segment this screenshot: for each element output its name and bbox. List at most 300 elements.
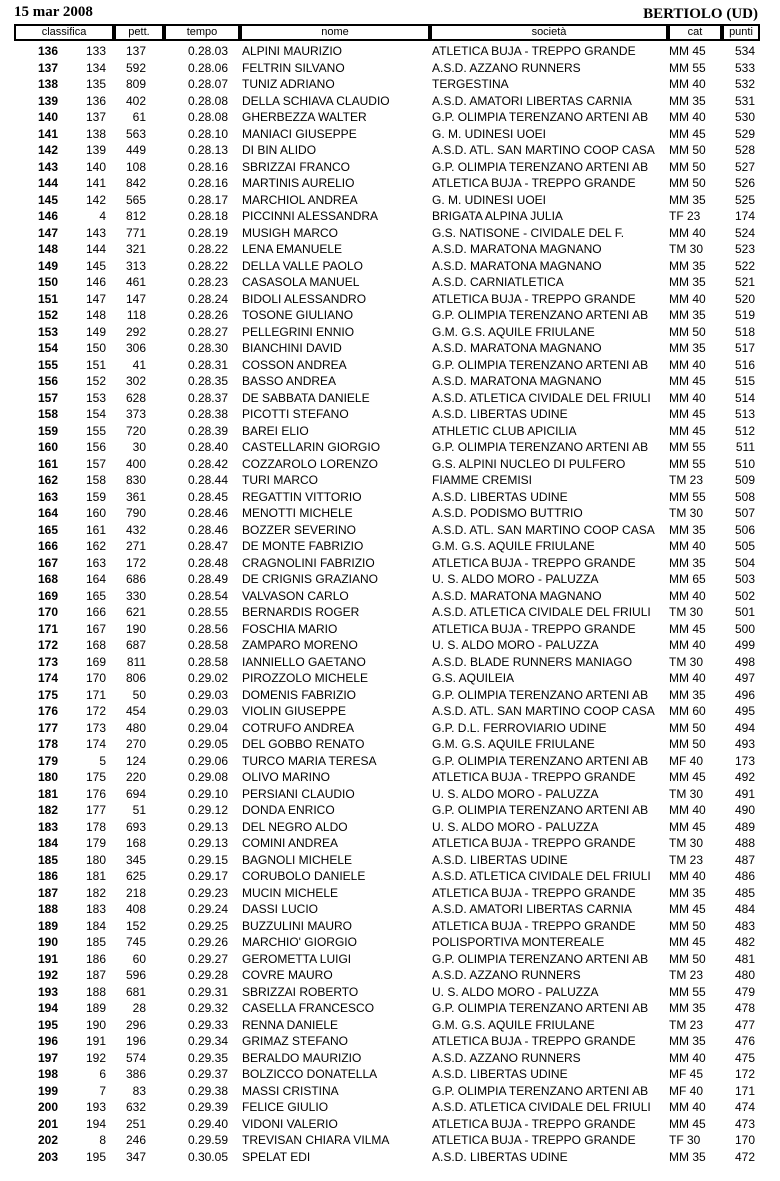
cell-category-position: 186	[85, 951, 106, 966]
cell-cat: MM 50	[669, 737, 706, 751]
cell-punti: 495	[734, 704, 755, 718]
cell-societa: G.P. OLIMPIA TERENZANO ARTENI AB	[432, 1001, 649, 1015]
cell-classifica: 173	[37, 654, 58, 669]
cell-tempo: 0.28.16	[187, 176, 228, 190]
cell-nome: BIDOLI ALESSANDRO	[242, 291, 367, 306]
cell-societa: G.P. OLIMPIA TERENZANO ARTENI AB	[432, 951, 649, 966]
cell-cat: MM 35	[669, 308, 706, 322]
cell-tempo: 0.28.17	[187, 192, 228, 207]
cell-classifica: 149	[37, 258, 58, 273]
cell-classifica: 140	[37, 110, 58, 124]
cell-cat: TM 23	[669, 852, 704, 867]
cell-pettorale: 270	[125, 737, 146, 751]
cell-cat: MM 45	[669, 935, 706, 949]
cell-nome: ZAMPARO MORENO	[242, 638, 358, 652]
cell-punti: 487	[734, 852, 755, 867]
cell-category-position: 145	[85, 258, 106, 273]
cell-pettorale: 147	[125, 291, 146, 306]
cell-nome: BAGNOLI MICHELE	[242, 852, 353, 867]
cell-nome: LENA EMANUELE	[242, 242, 343, 256]
cell-pettorale: 246	[125, 1133, 146, 1147]
table-row	[0, 1116, 780, 1133]
cell-classifica: 138	[37, 77, 58, 91]
table-header	[14, 24, 760, 41]
cell-category-position: 135	[85, 77, 106, 91]
cell-tempo: 0.29.15	[187, 852, 228, 867]
cell-nome: DASSI LUCIO	[242, 902, 319, 916]
cell-category-position: 158	[85, 473, 106, 487]
cell-societa: ATLETICA BUJA - TREPPO GRANDE	[432, 836, 636, 850]
cell-classifica: 190	[37, 935, 58, 949]
table-row	[0, 373, 780, 390]
cell-tempo: 0.28.46	[187, 506, 228, 520]
col-header-societa: società	[432, 26, 666, 39]
cell-pettorale: 480	[125, 720, 146, 735]
table-row	[0, 274, 780, 291]
cell-punti: 486	[734, 869, 755, 883]
table-row	[0, 555, 780, 572]
cell-nome: CASASOLA MANUEL	[242, 275, 360, 289]
cell-classifica: 147	[37, 225, 58, 240]
cell-societa: ATLETICA BUJA - TREPPO GRANDE	[432, 44, 636, 58]
table-row	[0, 192, 780, 209]
cell-classifica: 200	[37, 1100, 58, 1114]
cell-punti: 511	[735, 440, 755, 454]
cell-tempo: 0.29.40	[187, 1116, 228, 1131]
cell-cat: MM 35	[669, 1034, 706, 1048]
cell-punti: 523	[734, 242, 755, 256]
cell-punti: 474	[734, 1100, 755, 1114]
cell-cat: MM 40	[669, 869, 706, 883]
cell-punti: 521	[734, 275, 755, 289]
table-row	[0, 703, 780, 720]
cell-pettorale: 565	[125, 192, 146, 207]
cell-cat: TM 30	[669, 654, 704, 669]
table-row	[0, 472, 780, 489]
cell-pettorale: 596	[125, 968, 146, 982]
cell-societa: A.S.D. AZZANO RUNNERS	[432, 60, 581, 75]
cell-punti: 493	[734, 737, 755, 751]
cell-tempo: 0.29.26	[187, 935, 228, 949]
table-row	[0, 786, 780, 803]
cell-nome: MUSIGH MARCO	[242, 225, 338, 240]
cell-tempo: 0.29.32	[187, 1001, 228, 1015]
cell-category-position: 180	[85, 852, 106, 867]
table-row	[0, 901, 780, 918]
cell-category-position: 167	[85, 621, 106, 636]
cell-tempo: 0.29.05	[187, 737, 228, 751]
cell-pettorale: 574	[125, 1050, 146, 1065]
cell-classifica: 195	[37, 1017, 58, 1032]
table-row	[0, 621, 780, 638]
table-row	[0, 390, 780, 407]
cell-cat: MM 50	[669, 918, 706, 933]
cell-societa: G.P. OLIMPIA TERENZANO ARTENI AB	[432, 440, 649, 454]
cell-punti: 501	[734, 605, 755, 619]
table-row	[0, 885, 780, 902]
cell-tempo: 0.29.35	[187, 1050, 228, 1065]
cell-tempo: 0.29.04	[187, 720, 228, 735]
cell-punti: 485	[734, 885, 755, 900]
cell-tempo: 0.28.31	[187, 357, 228, 372]
cell-punti: 498	[734, 654, 755, 669]
cell-nome: SBRIZZAI FRANCO	[242, 159, 351, 174]
cell-cat: MF 45	[669, 1067, 704, 1081]
cell-cat: MM 45	[669, 770, 706, 784]
cell-cat: MM 35	[669, 192, 706, 207]
cell-nome: MANIACI GIUSEPPE	[242, 126, 357, 141]
cell-societa: ATLETICA BUJA - TREPPO GRANDE	[432, 1034, 636, 1048]
cell-punti: 516	[734, 357, 755, 372]
cell-classifica: 183	[37, 819, 58, 834]
race-location: BERTIOLO (UD)	[643, 6, 758, 22]
cell-nome: MUCIN MICHELE	[242, 885, 339, 900]
cell-category-position: 159	[85, 489, 106, 504]
cell-punti: 508	[734, 489, 755, 504]
cell-societa: A.S.D. ATL. SAN MARTINO COOP CASA	[432, 143, 655, 157]
cell-classifica: 189	[37, 918, 58, 933]
cell-pettorale: 218	[125, 885, 146, 900]
cell-societa: U. S. ALDO MORO - PALUZZA	[432, 572, 599, 586]
cell-cat: MM 35	[669, 93, 706, 108]
cell-tempo: 0.28.38	[187, 407, 228, 421]
cell-tempo: 0.28.30	[187, 341, 228, 355]
cell-classifica: 160	[37, 440, 58, 454]
cell-pettorale: 137	[125, 44, 146, 58]
cell-pettorale: 196	[125, 1034, 146, 1048]
cell-classifica: 171	[37, 621, 58, 636]
cell-tempo: 0.29.12	[187, 803, 228, 817]
cell-cat: MM 55	[669, 456, 706, 471]
cell-nome: DE MONTE FABRIZIO	[242, 539, 364, 553]
cell-punti: 174	[734, 209, 755, 223]
table-row	[0, 522, 780, 539]
cell-category-position: 192	[85, 1050, 106, 1065]
cell-cat: TM 30	[669, 242, 704, 256]
cell-societa: G.S. ALPINI NUCLEO DI PULFERO	[432, 456, 626, 471]
cell-cat: TM 23	[669, 968, 704, 982]
cell-tempo: 0.28.10	[187, 126, 228, 141]
cell-punti: 522	[734, 258, 755, 273]
cell-pettorale: 681	[125, 984, 146, 999]
table-row	[0, 357, 780, 374]
cell-pettorale: 809	[125, 77, 146, 91]
cell-pettorale: 108	[125, 159, 146, 174]
cell-classifica: 197	[37, 1050, 58, 1065]
cell-category-position: 175	[85, 770, 106, 784]
cell-societa: ATHLETIC CLUB APICILIA	[432, 423, 577, 438]
cell-cat: MM 40	[669, 390, 706, 405]
table-row	[0, 736, 780, 753]
cell-category-position: 156	[85, 440, 106, 454]
cell-societa: A.S.D. ATLETICA CIVIDALE DEL FRIULI	[432, 869, 651, 883]
cell-pettorale: 271	[125, 539, 146, 553]
cell-classifica: 198	[37, 1067, 58, 1081]
cell-category-position: 146	[85, 275, 106, 289]
cell-societa: A.S.D. MARATONA MAGNANO	[432, 374, 602, 388]
cell-tempo: 0.28.49	[187, 572, 228, 586]
cell-punti: 492	[734, 770, 755, 784]
cell-nome: CRAGNOLINI FABRIZIO	[242, 555, 375, 570]
cell-classifica: 188	[37, 902, 58, 916]
table-row	[0, 934, 780, 951]
cell-cat: MM 45	[669, 44, 706, 58]
cell-cat: MM 40	[669, 1050, 706, 1065]
cell-classifica: 187	[37, 885, 58, 900]
cell-societa: A.S.D. CARNIATLETICA	[432, 275, 564, 289]
cell-pettorale: 402	[125, 93, 146, 108]
cell-nome: MARCHIOL ANDREA	[242, 192, 358, 207]
cell-tempo: 0.28.08	[187, 93, 228, 108]
cell-punti: 496	[734, 687, 755, 702]
cell-pettorale: 592	[125, 60, 146, 75]
cell-nome: DE CRIGNIS GRAZIANO	[242, 572, 379, 586]
table-row	[0, 489, 780, 506]
cell-category-position: 7	[99, 1083, 106, 1098]
cell-cat: MM 50	[669, 951, 706, 966]
cell-category-position: 140	[85, 159, 106, 174]
cell-classifica: 152	[37, 308, 58, 322]
cell-tempo: 0.29.23	[187, 885, 228, 900]
cell-classifica: 139	[37, 93, 58, 108]
cell-tempo: 0.29.31	[187, 984, 228, 999]
cell-pettorale: 118	[126, 308, 146, 322]
cell-cat: MM 45	[669, 902, 706, 916]
cell-category-position: 161	[85, 522, 106, 537]
cell-pettorale: 30	[132, 440, 146, 454]
cell-category-position: 137	[85, 110, 106, 124]
cell-nome: DOMENIS FABRIZIO	[242, 687, 357, 702]
cell-classifica: 175	[37, 687, 58, 702]
cell-cat: MM 35	[669, 687, 706, 702]
cell-pettorale: 220	[125, 770, 146, 784]
cell-punti: 503	[734, 572, 755, 586]
cell-category-position: 187	[85, 968, 106, 982]
table-row	[0, 1050, 780, 1067]
cell-punti: 489	[734, 819, 755, 834]
cell-cat: MM 35	[669, 885, 706, 900]
table-row	[0, 258, 780, 275]
cell-category-position: 148	[85, 308, 106, 322]
cell-cat: MM 55	[669, 60, 706, 75]
cell-societa: U. S. ALDO MORO - PALUZZA	[432, 984, 599, 999]
cell-cat: MM 55	[669, 489, 706, 504]
cell-tempo: 0.29.27	[187, 951, 228, 966]
cell-tempo: 0.28.47	[187, 539, 228, 553]
cell-punti: 476	[734, 1034, 755, 1048]
cell-societa: G.M. G.S. AQUILE FRIULANE	[432, 324, 595, 339]
cell-tempo: 0.29.17	[187, 869, 228, 883]
cell-nome: DEL NEGRO ALDO	[242, 819, 348, 834]
cell-pettorale: 50	[132, 687, 146, 702]
cell-societa: G. M. UDINESI UOEI	[432, 192, 547, 207]
cell-punti: 507	[734, 506, 755, 520]
cell-nome: DI BIN ALIDO	[242, 143, 317, 157]
cell-cat: MM 35	[669, 1001, 706, 1015]
cell-nome: ALPINI MAURIZIO	[242, 44, 343, 58]
cell-societa: G.P. OLIMPIA TERENZANO ARTENI AB	[432, 308, 649, 322]
cell-nome: COMINI ANDREA	[242, 836, 339, 850]
cell-nome: COVRE MAURO	[242, 968, 333, 982]
cell-classifica: 194	[37, 1001, 58, 1015]
cell-cat: MM 40	[669, 1100, 706, 1114]
cell-classifica: 179	[37, 753, 58, 768]
table-row	[0, 175, 780, 192]
cell-punti: 472	[734, 1149, 755, 1164]
cell-societa: A.S.D. LIBERTAS UDINE	[432, 407, 568, 421]
cell-societa: G.S. NATISONE - CIVIDALE DEL F.	[432, 225, 625, 240]
cell-societa: G.P. OLIMPIA TERENZANO ARTENI AB	[432, 753, 649, 768]
cell-tempo: 0.29.13	[187, 819, 228, 834]
cell-cat: MM 40	[669, 539, 706, 553]
cell-category-position: 168	[85, 638, 106, 652]
cell-nome: GRIMAZ STEFANO	[242, 1034, 349, 1048]
cell-cat: MM 35	[669, 341, 706, 355]
cell-punti: 480	[734, 968, 755, 982]
cell-pettorale: 190	[125, 621, 146, 636]
cell-tempo: 0.28.24	[187, 291, 228, 306]
cell-pettorale: 124	[125, 753, 146, 768]
cell-societa: A.S.D. MARATONA MAGNANO	[432, 242, 602, 256]
table-row	[0, 571, 780, 588]
cell-classifica: 199	[37, 1083, 58, 1098]
cell-classifica: 137	[37, 60, 58, 75]
cell-classifica: 154	[37, 341, 58, 355]
cell-category-position: 178	[85, 819, 106, 834]
cell-punti: 173	[734, 753, 755, 768]
cell-punti: 527	[734, 159, 755, 174]
cell-cat: MM 50	[669, 159, 706, 174]
cell-nome: VIOLIN GIUSEPPE	[242, 704, 347, 718]
cell-punti: 490	[734, 803, 755, 817]
cell-punti: 534	[734, 44, 755, 58]
cell-category-position: 169	[85, 654, 106, 669]
table-row	[0, 208, 780, 225]
cell-classifica: 142	[37, 143, 58, 157]
cell-cat: TF 23	[669, 209, 701, 223]
cell-cat: MM 40	[669, 671, 706, 685]
col-header-cat: cat	[670, 26, 720, 39]
col-header-pett: pett.	[116, 26, 162, 39]
cell-punti: 484	[734, 902, 755, 916]
cell-tempo: 0.28.54	[187, 588, 228, 603]
cell-societa: ATLETICA BUJA - TREPPO GRANDE	[432, 885, 636, 900]
cell-pettorale: 461	[125, 275, 146, 289]
cell-category-position: 194	[85, 1116, 106, 1131]
cell-classifica: 136	[37, 44, 58, 58]
cell-societa: ATLETICA BUJA - TREPPO GRANDE	[432, 176, 636, 190]
cell-cat: MM 45	[669, 374, 706, 388]
table-row	[0, 1033, 780, 1050]
cell-societa: ATLETICA BUJA - TREPPO GRANDE	[432, 918, 636, 933]
cell-punti: 524	[734, 225, 755, 240]
cell-category-position: 6	[99, 1067, 106, 1081]
cell-tempo: 0.29.03	[187, 704, 228, 718]
cell-cat: TM 30	[669, 605, 704, 619]
cell-category-position: 133	[85, 44, 106, 58]
cell-pettorale: 842	[125, 176, 146, 190]
cell-cat: MM 35	[669, 258, 706, 273]
cell-societa: FIAMME CREMISI	[432, 473, 533, 487]
cell-category-position: 188	[85, 984, 106, 999]
cell-nome: OLIVO MARINO	[242, 770, 331, 784]
cell-pettorale: 812	[125, 209, 146, 223]
cell-tempo: 0.28.06	[187, 60, 228, 75]
cell-punti: 515	[734, 374, 755, 388]
cell-classifica: 163	[37, 489, 58, 504]
cell-tempo: 0.29.08	[187, 770, 228, 784]
cell-cat: MM 45	[669, 423, 706, 438]
cell-societa: G.P. OLIMPIA TERENZANO ARTENI AB	[432, 687, 649, 702]
cell-pettorale: 313	[125, 258, 146, 273]
cell-punti: 505	[734, 539, 755, 553]
cell-punti: 528	[734, 143, 755, 157]
table-row	[0, 142, 780, 159]
cell-cat: MM 35	[669, 275, 706, 289]
cell-punti: 529	[734, 126, 755, 141]
cell-cat: MM 40	[669, 357, 706, 372]
cell-pettorale: 361	[125, 489, 146, 504]
cell-classifica: 145	[37, 192, 58, 207]
cell-classifica: 162	[37, 473, 58, 487]
cell-nome: TOSONE GIULIANO	[242, 308, 354, 322]
table-row	[0, 819, 780, 836]
cell-cat: MM 40	[669, 110, 706, 124]
cell-category-position: 141	[85, 176, 106, 190]
cell-tempo: 0.28.45	[187, 489, 228, 504]
cell-punti: 519	[734, 308, 755, 322]
table-row	[0, 753, 780, 770]
cell-tempo: 0.29.59	[187, 1133, 228, 1147]
cell-tempo: 0.28.23	[187, 275, 228, 289]
cell-punti: 533	[734, 60, 755, 75]
cell-category-position: 155	[85, 423, 106, 438]
table-row	[0, 93, 780, 110]
cell-pettorale: 771	[125, 225, 146, 240]
table-row	[0, 835, 780, 852]
cell-punti: 494	[734, 720, 755, 735]
cell-tempo: 0.29.03	[187, 687, 228, 702]
cell-societa: ATLETICA BUJA - TREPPO GRANDE	[432, 1116, 636, 1131]
cell-nome: FELTRIN SILVANO	[242, 60, 345, 75]
cell-societa: A.S.D. ATLETICA CIVIDALE DEL FRIULI	[432, 390, 651, 405]
cell-classifica: 164	[37, 506, 58, 520]
cell-societa: A.S.D. LIBERTAS UDINE	[432, 1149, 568, 1164]
cell-cat: MM 40	[669, 225, 706, 240]
cell-classifica: 191	[37, 951, 58, 966]
cell-punti: 502	[734, 588, 755, 603]
cell-cat: TM 23	[669, 1017, 704, 1032]
cell-pettorale: 60	[132, 951, 146, 966]
cell-category-position: 193	[85, 1100, 106, 1114]
cell-punti: 509	[734, 473, 755, 487]
cell-societa: A.S.D. AZZANO RUNNERS	[432, 968, 581, 982]
cell-cat: MM 65	[669, 572, 706, 586]
cell-tempo: 0.28.27	[187, 324, 228, 339]
table-row	[0, 687, 780, 704]
cell-pettorale: 687	[125, 638, 146, 652]
cell-tempo: 0.29.34	[187, 1034, 228, 1048]
cell-nome: CASELLA FRANCESCO	[242, 1001, 375, 1015]
cell-pettorale: 400	[125, 456, 146, 471]
cell-nome: DE SABBATA DANIELE	[242, 390, 370, 405]
cell-category-position: 184	[85, 918, 106, 933]
cell-tempo: 0.28.48	[187, 555, 228, 570]
cell-tempo: 0.28.44	[187, 473, 228, 487]
cell-punti: 532	[734, 77, 755, 91]
cell-societa: G.P. OLIMPIA TERENZANO ARTENI AB	[432, 110, 649, 124]
cell-category-position: 138	[85, 126, 106, 141]
